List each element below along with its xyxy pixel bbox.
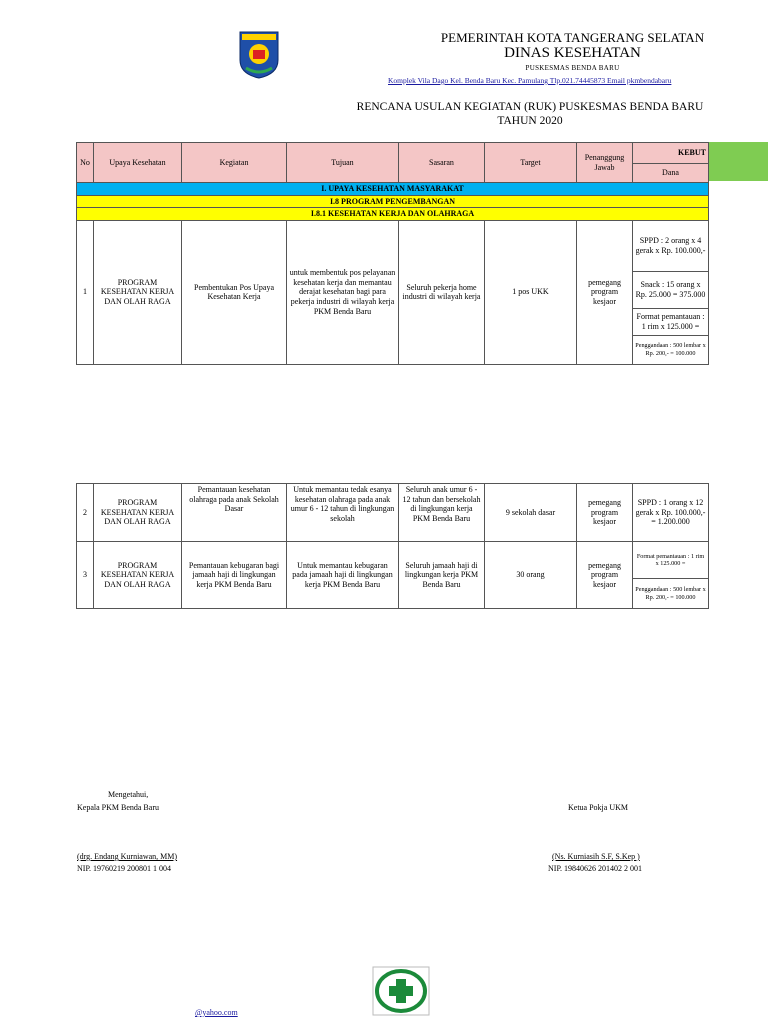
row3-dana-format: Format pemantauan : 1 rim x 125.000 = bbox=[633, 542, 709, 579]
table-row bbox=[77, 484, 709, 542]
row1-upaya: PROGRAM KESEHATAN KERJA DAN OLAH RAGA bbox=[94, 220, 182, 364]
band-upaya-masyarakat: I. UPAYA KESEHATAN MASYARAKAT bbox=[77, 183, 709, 196]
col-dana: Dana bbox=[633, 164, 709, 183]
row1-no: 1 bbox=[77, 220, 94, 364]
activity-table-continued bbox=[76, 483, 709, 609]
band-kesehatan-kerja: I.8.1 KESEHATAN KERJA DAN OLAHRAGA bbox=[77, 208, 709, 221]
table-row bbox=[77, 542, 709, 579]
row1-tujuan: untuk membentuk pos pelayanan kesehatan kerja dan memantau derajat kesehatan bagi para pekerja industri di wilayah kerja PKM Benda Baru bbox=[287, 220, 399, 364]
row2-dana-sppd: SPPD : 1 orang x 12 gerak x Rp. 100.000,- = 1.200.000 bbox=[633, 484, 709, 542]
row3-target: 30 orang bbox=[485, 542, 577, 609]
document-year: TAHUN 2020 bbox=[497, 115, 563, 127]
col-sasaran: Sasaran bbox=[399, 143, 485, 183]
document-title: RENCANA USULAN KEGIATAN (RUK) PUSKESMAS BENDA BARU bbox=[356, 101, 704, 113]
header-puskesmas: PUSKESMAS BENDA BARU bbox=[525, 64, 620, 72]
row1-dana-format: Format pemantauan : 1 rim x 125.000 = bbox=[633, 308, 709, 335]
city-logo bbox=[238, 30, 280, 80]
row2-target: 9 sekolah dasar bbox=[485, 484, 577, 542]
sig-left-nip: NIP. 19760219 200801 1 004 bbox=[77, 864, 172, 873]
side-column-fill bbox=[708, 142, 768, 181]
col-upaya: Upaya Kesehatan bbox=[94, 143, 182, 183]
row3-sasaran: Seluruh jamaah haji di lingkungan kerja PKM Benda Baru bbox=[399, 542, 485, 609]
footer-email-link[interactable]: @yahoo.com bbox=[195, 1008, 238, 1017]
row3-no: 3 bbox=[77, 542, 94, 609]
row2-upaya: PROGRAM KESEHATAN KERJA DAN OLAH RAGA bbox=[94, 484, 182, 542]
row2-sasaran: Seluruh anak umur 6 - 12 tahun dan bersekolah di lingkungan kerja PKM Benda Baru bbox=[399, 484, 485, 542]
row3-kegiatan: Pemantauan kebugaran bagi jamaah haji di lingkungan kerja PKM Benda Baru bbox=[182, 542, 287, 609]
row1-dana-snack: Snack : 15 orang x Rp. 25.000 = 375.000 bbox=[633, 271, 709, 308]
sig-right-nip: NIP. 19840626 201402 2 001 bbox=[548, 864, 643, 873]
row1-pj: pemegang program kesjaor bbox=[577, 220, 633, 364]
row3-pj: pemegang program kesjaor bbox=[577, 542, 633, 609]
row1-target: 1 pos UKK bbox=[485, 220, 577, 364]
sig-left-name: (drg. Endang Kurniawan, MM) bbox=[77, 852, 178, 861]
header-office: DINAS KESEHATAN bbox=[504, 45, 641, 61]
col-kegiatan: Kegiatan bbox=[182, 143, 287, 183]
col-kebut: KEBUT bbox=[633, 143, 709, 164]
sig-right-name: (Ns. Kurniasih S.F, S.Kep ) bbox=[552, 852, 640, 861]
row2-no: 2 bbox=[77, 484, 94, 542]
row3-dana-penggandaan: Penggandaan : 500 lembar x Rp. 200,- = 100.000 bbox=[633, 579, 709, 609]
row2-kegiatan: Pemantauan kesehatan olahraga pada anak Sekolah Dasar bbox=[182, 484, 287, 542]
row1-sasaran: Seluruh pekerja home industri di wilayah kerja bbox=[399, 220, 485, 364]
row2-tujuan: Untuk memantau tedak esanya kesehatan olahraga pada anak umur 6 - 12 tahun di lingkungan sekolah bbox=[287, 484, 399, 542]
row1-dana-sppd: SPPD : 2 orang x 4 gerak x Rp. 100.000,- bbox=[633, 220, 709, 271]
activity-table bbox=[76, 142, 709, 365]
table-row bbox=[77, 220, 709, 271]
row1-dana-penggandaan: Penggandaan : 500 lembar x Rp. 200,- = 100.000 bbox=[633, 335, 709, 364]
band-program-pengembangan: I.8 PROGRAM PENGEMBANGAN bbox=[77, 195, 709, 208]
col-tujuan: Tujuan bbox=[287, 143, 399, 183]
sig-right-role: Ketua Pokja UKM bbox=[568, 803, 628, 812]
row3-upaya: PROGRAM KESEHATAN KERJA DAN OLAH RAGA bbox=[94, 542, 182, 609]
header-address-link[interactable]: Komplek Vila Dago Kel. Benda Baru Kec. Pamulang Tlp.021.74445873 Email pkmbendabaru bbox=[388, 76, 672, 85]
row1-kegiatan: Pembentukan Pos Upaya Kesehatan Kerja bbox=[182, 220, 287, 364]
health-emblem-icon bbox=[372, 966, 430, 1016]
sig-left-role: Kepala PKM Benda Baru bbox=[77, 803, 159, 812]
row3-tujuan: Untuk memantau kebugaran pada jamaah haji di lingkungan kerja PKM Benda Baru bbox=[287, 542, 399, 609]
row2-pj: pemegang program kesjaor bbox=[577, 484, 633, 542]
col-target: Target bbox=[485, 143, 577, 183]
header-government: PEMERINTAH KOTA TANGERANG SELATAN bbox=[440, 30, 705, 45]
col-no: No bbox=[77, 143, 94, 183]
table-header-row bbox=[77, 143, 709, 164]
sig-left-acknowledge: Mengetahui, bbox=[108, 790, 149, 799]
col-penanggung-jawab: Penanggung Jawab bbox=[577, 143, 633, 183]
